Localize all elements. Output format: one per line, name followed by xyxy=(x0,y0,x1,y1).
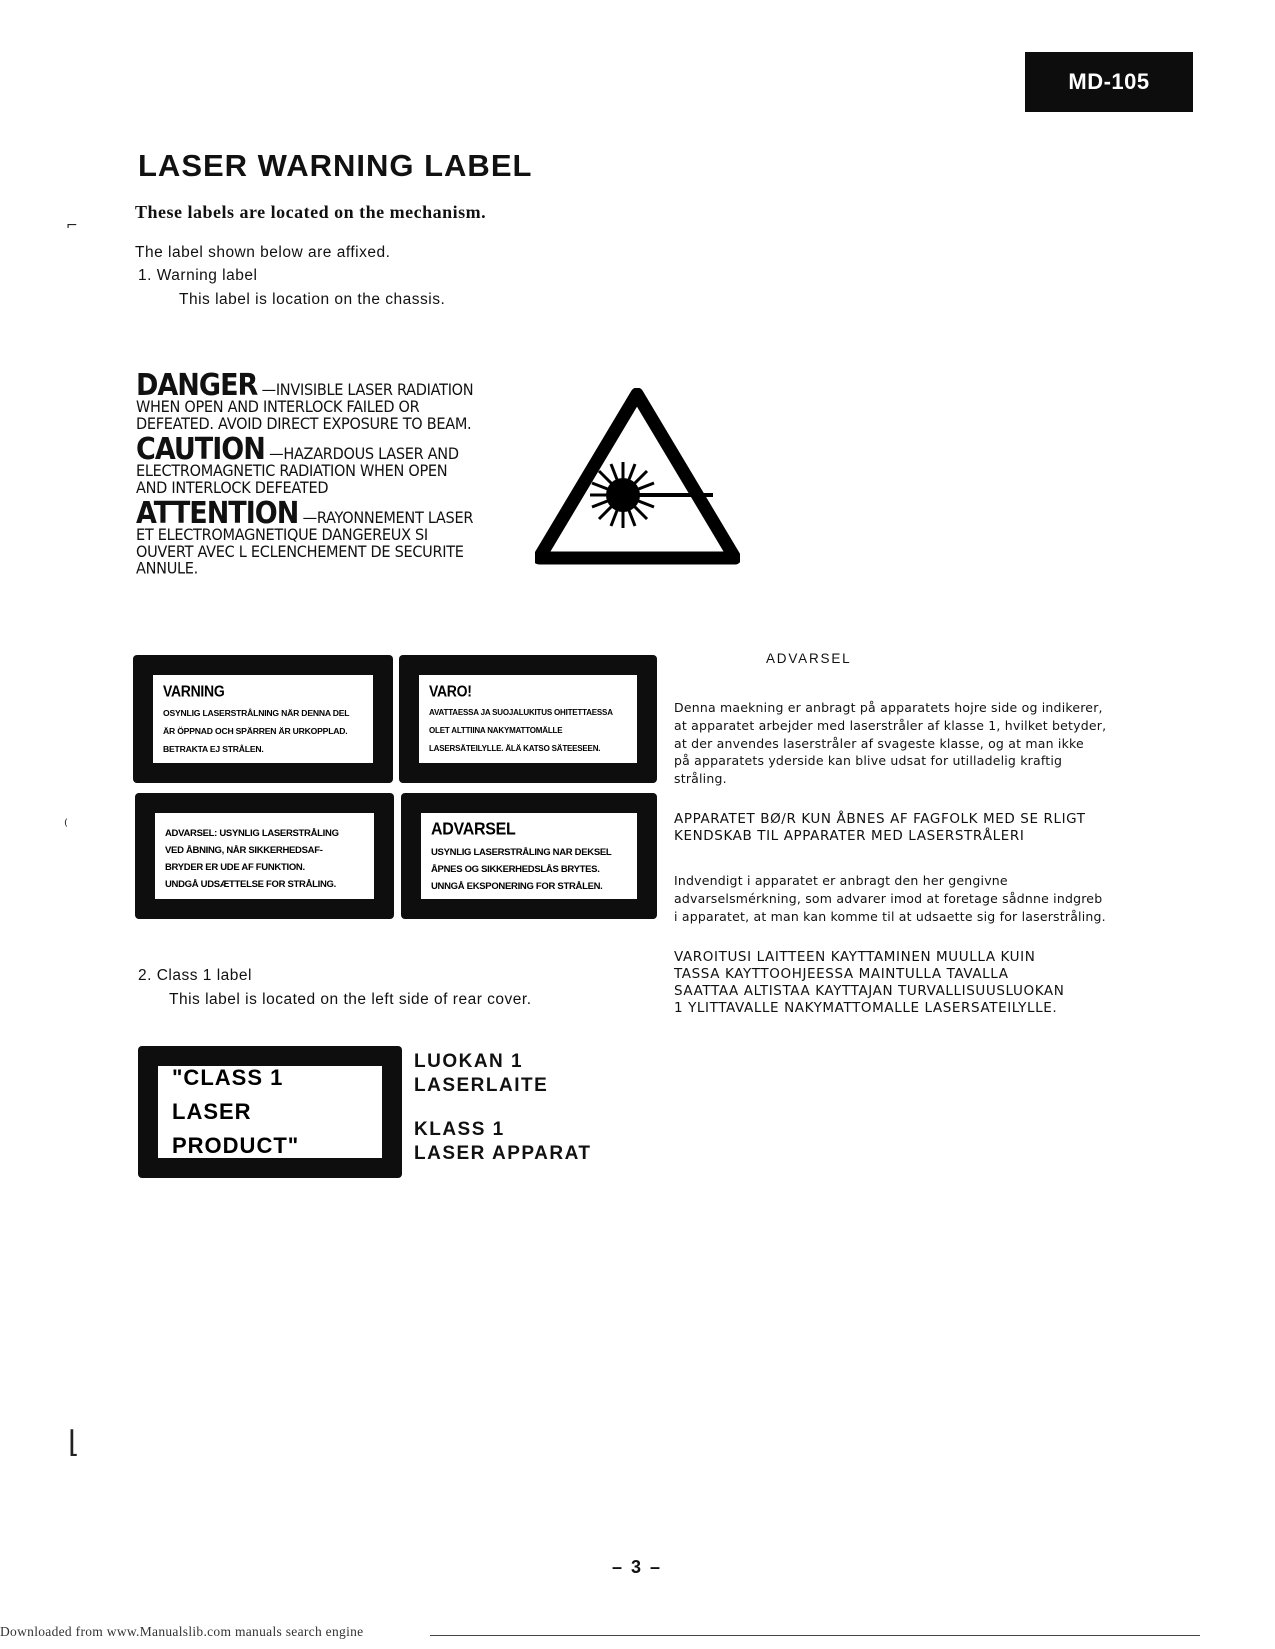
scan-mark: ⌊ xyxy=(68,1425,80,1460)
label-line: LASERSÄTEILYLLE. ÄLÄ KATSO SÄTEESEEN. xyxy=(429,744,601,753)
advarsel-paragraph-1 xyxy=(674,699,1124,788)
advarsel-paragraph-3 xyxy=(674,872,1124,925)
text-line: APPARATET BØ/R KUN ÅBNES AF FAGFOLK MED SE RLIGT xyxy=(674,811,1086,827)
finnish-line: LASERLAITE xyxy=(414,1075,549,1096)
danger-line: DEFEATED. AVOID DIRECT EXPOSURE TO BEAM. xyxy=(136,415,472,434)
text-line: at der anvendes laserstråler af svageste klasse, og at man ikke xyxy=(674,735,1084,751)
label-title: VARO! xyxy=(429,682,472,700)
caution-paragraph xyxy=(136,432,526,498)
varo-label xyxy=(399,655,657,783)
advarsel-heading: ADVARSEL xyxy=(766,651,852,666)
danger-word: DANGER xyxy=(136,368,258,403)
model-number-tab: MD-105 xyxy=(1025,52,1193,112)
swedish-line: LASER APPARAT xyxy=(414,1143,592,1164)
label-face xyxy=(419,675,637,763)
danger-line: WHEN OPEN AND INTERLOCK FAILED OR xyxy=(136,398,420,417)
varning-label xyxy=(133,655,393,783)
text-line: at apparatet arbejder med laserstråler af klasse 1, hvilket betyder, xyxy=(674,717,1107,733)
laser-hazard-triangle-icon xyxy=(535,388,740,568)
caution-line: AND INTERLOCK DEFEATED xyxy=(136,479,329,498)
label-line: AVATTAESSA JA SUOJALUKITUS OHITETTAESSA xyxy=(429,708,613,717)
item2-title: 2. Class 1 label xyxy=(138,967,252,984)
class1-label xyxy=(138,1046,402,1178)
item2-block xyxy=(138,964,532,1012)
caution-line: ELECTROMAGNETIC RADIATION WHEN OPEN xyxy=(136,462,448,481)
label-line: UNDGÅ UDSÆTTELSE FOR STRÅLING. xyxy=(165,879,336,890)
item1-description: This label is location on the chassis. xyxy=(179,291,446,308)
label-face xyxy=(158,1066,382,1158)
scan-mark: ⁽ xyxy=(64,816,68,835)
label-line: BETRAKTA EJ STRÅLEN. xyxy=(163,744,264,754)
label-line: UNNGÅ EKSPONERING FOR STRÅLEN. xyxy=(431,881,603,892)
text-line: Indvendigt i apparatet er anbragt den her gengivne xyxy=(674,873,1008,888)
text-line: i apparatet, at man kan komme til at udsaette sig for laserstråling. xyxy=(674,908,1106,924)
attention-word: ATTENTION xyxy=(136,496,299,531)
text-line: SAATTAA ALTISTAA KAYTTAJAN TURVALLISUUSLUOKAN xyxy=(674,983,1065,999)
label-title: VARNING xyxy=(163,682,225,700)
item1-title: 1. Warning label xyxy=(138,267,258,284)
label-line: ÅPNES OG SIKKERHEDSLÅS BRYTES. xyxy=(431,864,600,875)
text-line: stråling. xyxy=(674,771,727,787)
label-line: ÄR ÖPPNAD OCH SPÄRREN ÄR URKOPPLAD. xyxy=(163,726,348,736)
advarsel-paragraph-4 xyxy=(674,949,1124,1017)
label-line: VED ÅBNING, NÅR SIKKERHEDSAF- xyxy=(165,845,323,856)
download-footer[interactable]: Downloaded from www.Manualslib.com manuals search engine xyxy=(0,1624,364,1639)
caution-word: CAUTION xyxy=(136,432,265,467)
class1-line: PRODUCT" xyxy=(172,1133,300,1158)
label-line: USYNLIG LASERSTRÅLING NAR DEKSEL xyxy=(431,847,612,858)
attention-line: ET ELECTROMAGNETIQUE DANGEREUX SI xyxy=(136,526,428,545)
label-line: BRYDER ER UDE AF FUNKTION. xyxy=(165,862,305,873)
label-line: OLET ALTTIINA NAKYMATTOMÄLLE xyxy=(429,726,563,735)
label-face xyxy=(153,675,373,763)
label-title: ADVARSEL xyxy=(431,820,516,839)
item2-description: This label is located on the left side of rear cover. xyxy=(169,991,532,1008)
swedish-line: KLASS 1 xyxy=(414,1119,505,1140)
text-line: på apparatets yderside kan blive udsat for utilladelig kraftig xyxy=(674,753,1063,769)
label-face xyxy=(155,813,374,899)
attention-line: ANNULE. xyxy=(136,560,198,579)
text-line: VAROITUSI LAITTEEN KAYTTAMINEN MUULLA KUIN xyxy=(674,949,1036,965)
advarsel-paragraph-2 xyxy=(674,811,1124,845)
intro-line: The label shown below are affixed. xyxy=(135,244,391,261)
text-line: 1 YLITTAVALLE NAKYMATTOMALLE LASERSATEILYLLE. xyxy=(674,1000,1058,1016)
page-number: – 3 – xyxy=(612,1557,663,1577)
footer-rule xyxy=(430,1635,1200,1636)
advarsel-norwegian-label xyxy=(401,793,657,919)
caution-line: —HAZARDOUS LASER AND xyxy=(264,445,459,464)
attention-paragraph xyxy=(136,496,526,579)
label-line: OSYNLIG LASERSTRÅLNING NÄR DENNA DEL xyxy=(163,708,350,718)
page-title: LASER WARNING LABEL xyxy=(138,148,533,183)
text-line: KENDSKAB TIL APPARATER MED LASERSTRÅLERI xyxy=(674,828,1025,844)
class1-line: "CLASS 1 LASER xyxy=(172,1065,284,1124)
attention-line: —RAYONNEMENT LASER xyxy=(298,509,474,528)
label-line: ADVARSEL: USYNLIG LASERSTRÅLING xyxy=(165,828,339,839)
advarsel-danish-label xyxy=(135,793,394,919)
class1-translations xyxy=(414,1050,591,1166)
label-face xyxy=(421,813,637,899)
danger-line: —INVISIBLE LASER RADIATION xyxy=(257,381,474,400)
text-line: Denna maekning er anbragt på apparatets hojre side og indikerer, xyxy=(674,700,1103,715)
attention-line: OUVERT AVEC L ECLENCHEMENT DE SECURITE xyxy=(136,543,464,562)
scan-mark: ⌐ xyxy=(66,218,78,234)
danger-paragraph xyxy=(136,368,526,434)
text-line: advarselsmérkning, som advarer imod at foretage sådnne indgreb xyxy=(674,890,1103,906)
text-line: TASSA KAYTTOOHJEESSA MAINTULLA TAVALLA xyxy=(674,966,1009,982)
warning-label-text xyxy=(136,368,526,579)
page-subtitle: These labels are located on the mechanism. xyxy=(135,202,487,222)
finnish-line: LUOKAN 1 xyxy=(414,1051,524,1072)
